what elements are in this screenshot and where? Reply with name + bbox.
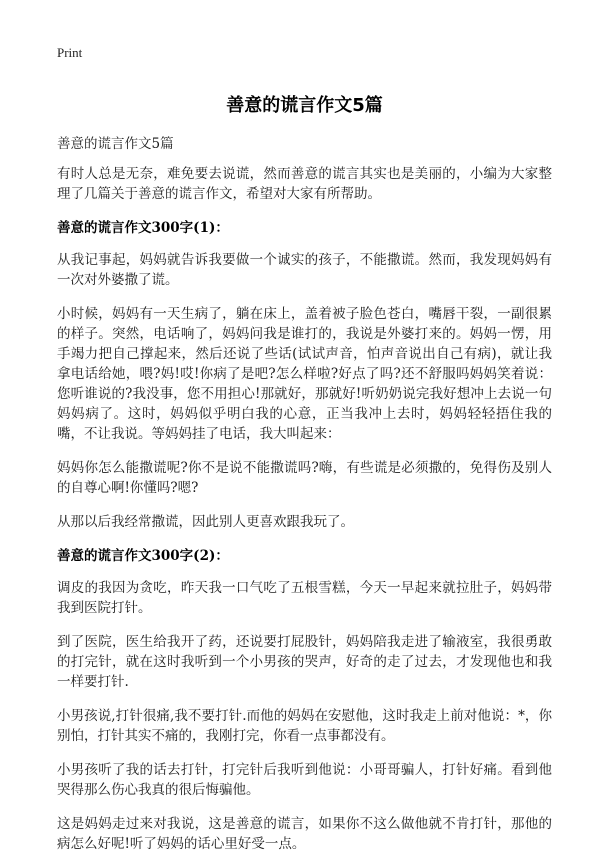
section-1-paragraph-4: 从那以后我经常撒谎，因此别人更喜欢跟我玩了。 — [57, 514, 354, 530]
section-heading-2: 善意的谎言作文300字(2)： — [57, 548, 229, 564]
section-1-paragraph-2: 小时候，妈妈有一天生病了，躺在床上，盖着被子脸色苍白，嘴唇干裂，一副很累的样子。突然，电话响了，妈妈问我是谁打的，我说是外婆打来的。妈妈一愣，用手竭力把自己撑起来，然后还说了些话(试试声音，怕声音说出自己有病)，就让我拿电话给她，喂?妈!哎!你病了是吧?怎么样啦?好点了吗?还不舒服吗妈妈笑着说：您听谁说的?我没事，您不用担心!那就好，那就好!听奶奶说完我好想冲上去说一句妈妈病了。这时，妈妈似乎明白我的心意，正当我冲上去时，妈妈轻轻捂住我的嘴，不让我说。等妈妈挂了电话，我大叫起来： — [57, 306, 552, 442]
page-title: 善意的谎言作文5篇 — [226, 95, 383, 116]
print-link[interactable]: Print — [57, 45, 83, 60]
section-1-paragraph-3: 妈妈你怎么能撒谎呢?你不是说不能撒谎吗?嗨，有些谎是必须撒的，免得伤及别人的自尊心啊!你懂吗?嗯? — [57, 460, 552, 496]
section-heading-1: 善意的谎言作文300字(1)： — [57, 220, 229, 236]
intro-paragraph: 有时人总是无奈，难免要去说谎，然而善意的谎言其实也是美丽的，小编为大家整理了几篇关于善意的谎言作文，希望对大家有所帮助。 — [57, 166, 552, 202]
section-2-paragraph-4: 小男孩听了我的话去打针，打完针后我听到他说：小哥哥骗人，打针好痛。看到他哭得那么伤心我真的很后悔骗他。 — [57, 762, 552, 798]
article-subtitle: 善意的谎言作文5篇 — [57, 136, 174, 152]
section-2-paragraph-2: 到了医院，医生给我开了药，还说要打屁股针，妈妈陪我走进了输液室，我很勇敢的打完针，就在这时我听到一个小男孩的哭声，好奇的走了过去，才发现他也和我一样要打针. — [57, 634, 552, 690]
section-2-paragraph-3: 小男孩说,打针很痛,我不要打针.而他的妈妈在安慰他，这时我走上前对他说：*，你别怕，打针其实不痛的，我刚打完，你看一点事都没有。 — [57, 708, 552, 744]
section-2-paragraph-1: 调皮的我因为贪吃，昨天我一口气吃了五根雪糕，今天一早起来就拉肚子，妈妈带我到医院打针。 — [57, 580, 552, 616]
section-1-paragraph-1: 从我记事起，妈妈就告诉我要做一个诚实的孩子，不能撒谎。然而，我发现妈妈有一次对外婆撒了谎。 — [57, 252, 552, 288]
section-2-paragraph-5: 这是妈妈走过来对我说，这是善意的谎言，如果你不这么做他就不肯打针，那他的病怎么好呢!听了妈妈的话心里好受一点。 — [57, 816, 552, 852]
